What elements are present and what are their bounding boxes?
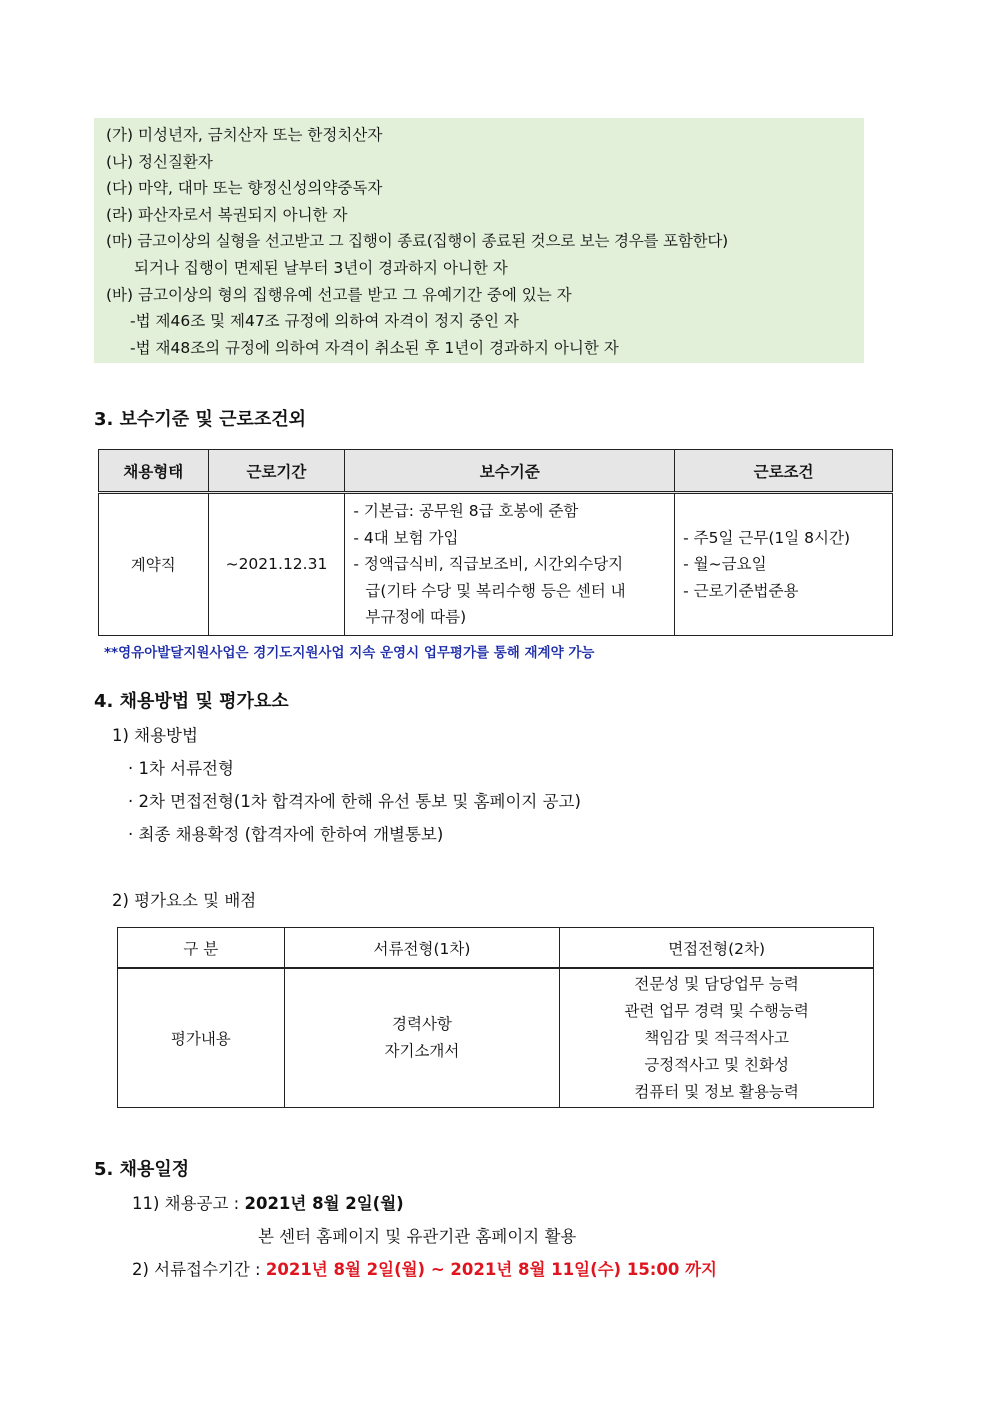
pay-conditions-table — [98, 449, 893, 636]
condition-item: - 월~금요일 — [683, 555, 767, 573]
pay-item — [353, 551, 666, 578]
document-item: 자기소개서 — [384, 1042, 460, 1060]
disqualification-item-continued: 되거나 집행이 면제된 날부터 3년이 경과하지 아니한 자 — [134, 258, 508, 277]
section-5-title: 5. 채용일정 — [94, 1159, 190, 1180]
document-items-cell — [284, 968, 560, 1108]
disqualification-item: (나) 정신질환자 — [106, 152, 213, 171]
notice-line — [132, 1190, 404, 1214]
section-3-title: 3. 보수기준 및 근로조건외 — [94, 409, 307, 430]
method-item: · 1차 서류전형 — [128, 759, 234, 778]
interview-item: 전문성 및 담당업무 능력 — [634, 974, 799, 993]
submit-label: 2) 서류접수기간 : — [132, 1260, 266, 1279]
submit-period: 2021년 8월 2일(월) ~ 2021년 8월 11일(수) 15:00 까지 — [265, 1260, 717, 1279]
document-item: 경력사항 — [392, 1015, 452, 1033]
pay-standard-cell — [345, 493, 675, 636]
pay-item-continued: 부규정에 따름) — [365, 608, 467, 626]
disqualification-subitem: -법 재48조의 규정에 의하여 자격이 취소된 후 1년이 경과하지 아니한 자 — [130, 338, 619, 357]
disqualification-item: (라) 파산자로서 복권되지 아니한 자 — [106, 205, 348, 224]
pay-item-continued: 급(기타 수당 및 복리수행 등은 센터 내 — [365, 581, 626, 600]
submit-line — [132, 1256, 717, 1280]
interview-item: 책임감 및 적극적사고 — [644, 1028, 789, 1047]
interview-item: 관련 업무 경력 및 수행능력 — [624, 1001, 809, 1020]
condition-item: - 주5일 근무(1일 8시간) — [683, 528, 851, 547]
header-employment-type: 채용형태 — [99, 450, 209, 493]
eval-heading: 2) 평가요소 및 배점 — [112, 891, 257, 910]
row-label-cell: 평가내용 — [118, 968, 285, 1108]
recontract-note: **영유아발달지원사업은 경기도지원사업 지속 운영시 업무평가를 통해 재계약 가능 — [104, 645, 595, 661]
method-heading: 1) 채용방법 — [112, 726, 198, 745]
table-row — [99, 493, 893, 636]
table-header-row — [118, 928, 874, 969]
disqualification-box — [94, 118, 864, 363]
header-interview: 면접전형(2차) — [560, 928, 874, 969]
interview-item: 긍정적사고 및 친화성 — [644, 1055, 789, 1074]
section-4-title: 4. 채용방법 및 평가요소 — [94, 691, 289, 712]
header-category: 구 분 — [118, 928, 285, 969]
notice-label: 11) 채용공고 : — [132, 1194, 245, 1213]
disqualification-item: (마) 금고이상의 실형을 선고받고 그 집행이 종료(집행이 종료된 것으로 보는 경우를 포함한다) — [106, 232, 728, 251]
pay-item-text: - 정액급식비, 직급보조비, 시간외수당지 — [353, 555, 624, 573]
disqualification-item: (다) 마약, 대마 또는 향정신성의약중독자 — [106, 179, 383, 198]
disqualification-subitem: -법 제46조 및 제47조 규정에 의하여 자격이 정지 중인 자 — [130, 312, 519, 331]
disqualification-item: (가) 미성년자, 금치산자 또는 한정치산자 — [106, 126, 383, 144]
pay-item: - 기본급: 공무원 8급 호봉에 준함 — [353, 502, 579, 520]
pay-item: - 4대 보험 가입 — [353, 528, 459, 547]
disqualification-item: (바) 금고이상의 형의 집행유예 선고를 받고 그 유예기간 중에 있는 자 — [106, 285, 572, 304]
interview-items-cell — [560, 968, 874, 1108]
method-item: · 2차 면접전형(1차 합격자에 한해 유선 통보 및 홈페이지 공고) — [128, 792, 581, 811]
table-row — [118, 968, 874, 1108]
work-period-cell: ~2021.12.31 — [208, 493, 345, 636]
header-work-period: 근로기간 — [208, 450, 345, 493]
notice-date: 2021년 8월 2일(월) — [244, 1194, 404, 1213]
method-item: · 최종 채용확정 (합격자에 한하여 개별통보) — [128, 825, 444, 844]
notice-detail: 본 센터 홈페이지 및 유관기관 홈페이지 활용 — [258, 1227, 577, 1246]
evaluation-table — [117, 927, 874, 1108]
header-document-screening: 서류전형(1차) — [284, 928, 560, 969]
employment-type-cell: 계약직 — [99, 493, 209, 636]
interview-item: 컴퓨터 및 정보 활용능력 — [634, 1082, 799, 1101]
condition-item: - 근로기준법준용 — [683, 581, 799, 600]
header-pay-standard: 보수기준 — [345, 450, 675, 493]
header-work-conditions: 근로조건 — [675, 450, 893, 493]
work-conditions-cell — [675, 493, 893, 636]
table-header-row — [99, 450, 893, 493]
